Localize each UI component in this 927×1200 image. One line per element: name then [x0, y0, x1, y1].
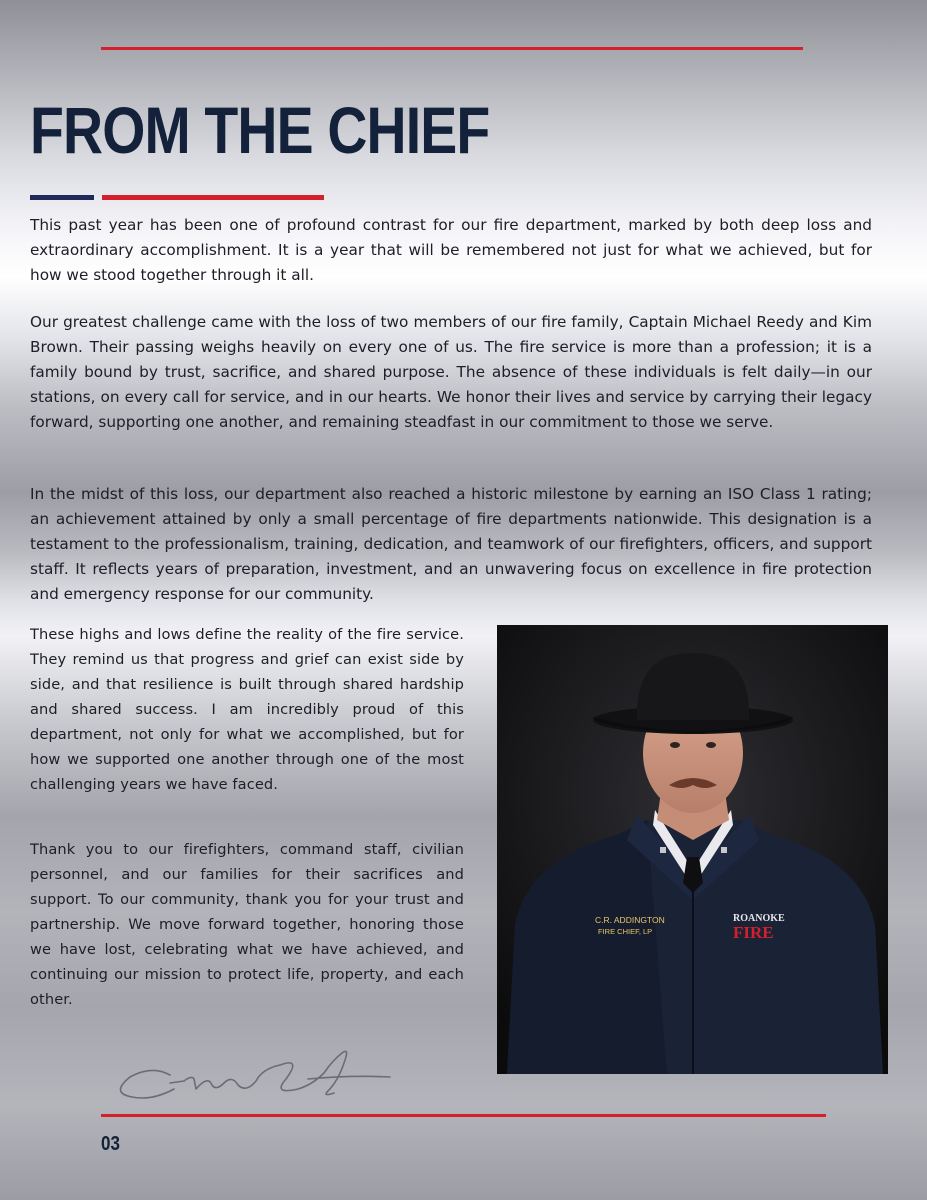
body-paragraph-1: This past year has been one of profound contrast for our fire department, marked by both deep loss and extraordinary accomplishment. It is a year that will be remembered not just for what we achieved, but for how we stood together through it all.	[30, 216, 872, 284]
jacket-name-line-1: C.R. ADDINGTON	[595, 915, 665, 925]
chief-signature	[112, 1045, 402, 1110]
page-title: FROM THE CHIEF	[30, 93, 490, 167]
jacket-patch-line-2: FIRE	[733, 923, 774, 942]
body-paragraph-3: In the midst of this loss, our department also reached a historic milestone by earning an ISO Class 1 rating; an achievement attained by only a small percentage of fire departments nationwide. This designation is a testament to the professionalism, training, dedication, and teamwork of our firefighters, officers, and support staff. It reflects years of preparation, investment, and an unwavering focus on excellence in fire protection and emergency response for our community.	[30, 485, 872, 603]
jacket-patch-line-1: ROANOKE	[733, 913, 785, 924]
jacket-name-line-2: FIRE CHIEF, LP	[598, 927, 653, 936]
body-paragraph-4: These highs and lows define the reality of the fire service. They remind us that progress and grief can exist side by side, and that resilience is built through shared hardship and shared success. I am incredibly proud of this department, not only for what we accomplished, but for how we supported one another through one of the most challenging years we have faced.	[30, 626, 464, 793]
body-paragraph-5: Thank you to our firefighters, command staff, civilian personnel, and our families for their sacrifices and support. To our community, thank you for your trust and partnership. We move forward together, honoring those we have lost, celebrating what we have achieved, and continuing our mission to protect life, property, and each other.	[30, 841, 464, 1008]
body-paragraph-2: Our greatest challenge came with the loss of two members of our fire family, Captain Michael Reedy and Kim Brown. Their passing weighs heavily on every one of us. The fire service is more than a profession; it is a family bound by trust, sacrifice, and shared purpose. The absence of these individuals is felt daily—in our stations, on every call for service, and in our hearts. We honor their lives and service by carrying their legacy forward, supporting one another, and remaining steadfast in our commitment to those we serve.	[30, 313, 872, 431]
page-number: 03	[101, 1133, 120, 1155]
title-underline-navy	[30, 195, 94, 200]
title-underline-red	[102, 195, 324, 200]
top-divider-rule	[101, 47, 803, 50]
fire-chief-portrait	[497, 625, 888, 1074]
bottom-divider-rule	[101, 1114, 826, 1117]
